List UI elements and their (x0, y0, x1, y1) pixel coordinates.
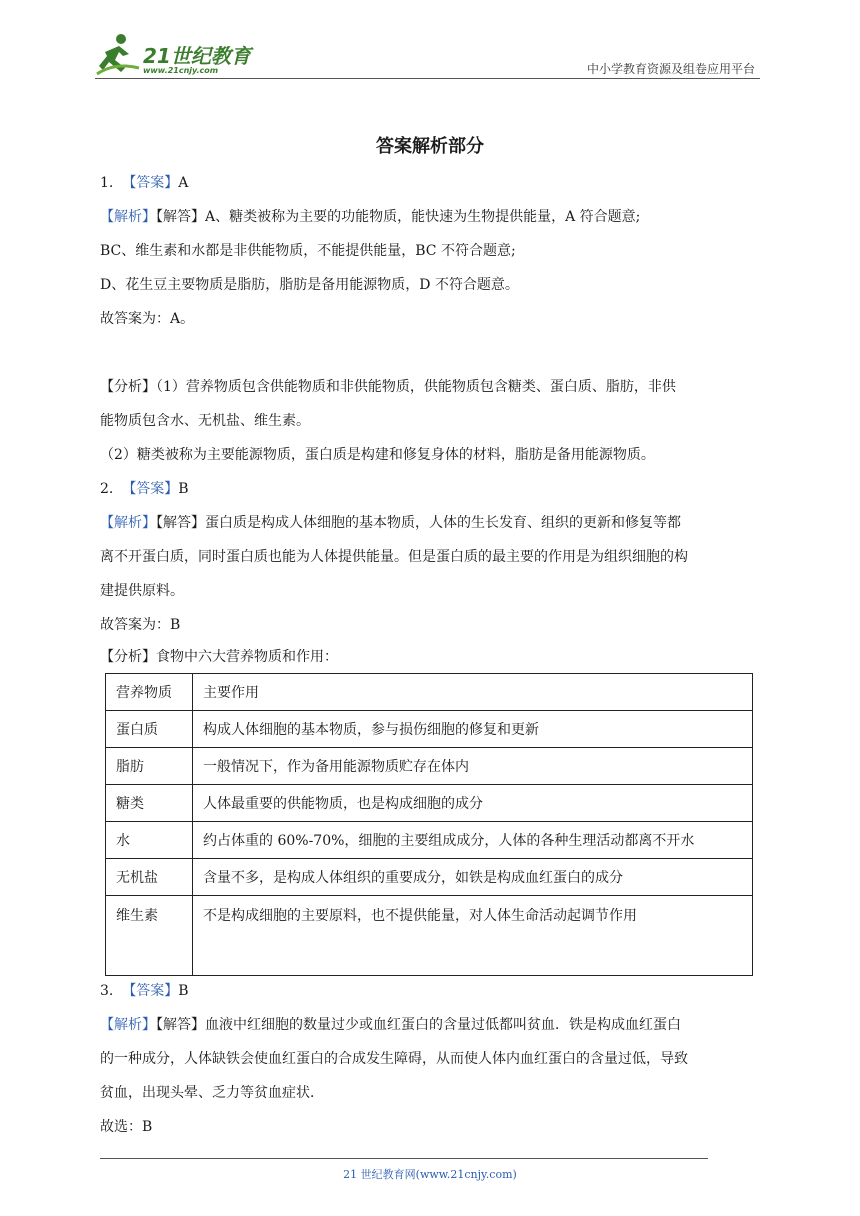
q1-number: 1. (100, 175, 114, 191)
q3-answer-line (100, 981, 189, 1001)
q3-line-1: 血液中红细胞的数量过少或血红蛋白的含量过低都叫贫血．铁是构成血红蛋白 (205, 1017, 681, 1033)
q2-line-2: 离不开蛋白质，同时蛋白质也能为人体提供能量。但是蛋白质的最主要的作用是为组织细胞的构 (100, 549, 688, 565)
logo-text: 21世纪教育 (143, 44, 251, 68)
q3-line-2: 的一种成分，人体缺铁会使血红蛋白的合成发生障碍，从而使人体内血红蛋白的含量过低，导致 (100, 1051, 688, 1067)
q1-line-3: D、花生豆主要物质是脂肪，脂肪是备用能源物质，D 不符合题意。 (100, 277, 519, 293)
q3-line-4: 故选：B (100, 1119, 153, 1135)
q3-answer-tag: 【答案】 (122, 983, 179, 999)
q1-answer: A (178, 175, 189, 191)
table-row (106, 896, 753, 976)
platform-name: 中小学教育资源及组卷应用平台 (586, 62, 755, 76)
q1-analysis-tag: 【解析】 (100, 209, 156, 225)
q2-fenxi-line (100, 647, 338, 667)
site-logo (95, 32, 265, 76)
table-row (106, 748, 753, 785)
q1-solve-tag: 【解答】 (156, 209, 205, 225)
q3-analysis-tag: 【解析】 (100, 1017, 156, 1033)
q2-answer-line (100, 479, 189, 499)
header-divider (95, 78, 760, 79)
q2-solve-tag: 【解答】 (156, 515, 205, 531)
table-cell: 维生素 (106, 896, 193, 976)
runner-logo-icon (95, 32, 141, 76)
q1-answer-tag: 【答案】 (122, 175, 179, 191)
q1-line-1: A、糖类被称为主要的功能物质，能快速为生物提供能量，A 符合题意; (205, 209, 641, 225)
q1-fenxi-line-3: （2）糖类被称为主要能源物质，蛋白质是构建和修复身体的材料，脂肪是备用能源物质。 (100, 447, 655, 463)
q3-line-3: 贫血，出现头晕、乏力等贫血症状． (100, 1085, 324, 1101)
table-cell: 约占体重的 60%-70%，细胞的主要组成成分，人体的各种生理活动都离不开水 (193, 822, 753, 859)
page-header (95, 28, 760, 80)
table-cell: 糖类 (106, 785, 193, 822)
table-row (106, 785, 753, 822)
table-header-cell: 营养物质 (106, 674, 193, 711)
q2-fenxi-tag: 【分析】 (100, 649, 156, 665)
footer-divider (100, 1158, 708, 1159)
logo-url: www.21cnjy.com (143, 66, 219, 75)
q3-number: 3. (100, 983, 114, 999)
page-title: 答案解析部分 (376, 136, 484, 157)
q2-line-4: 故答案为：B (100, 617, 181, 633)
nutrient-table (105, 673, 753, 976)
q2-analysis-line (100, 513, 681, 533)
table-cell: 构成人体细胞的基本物质，参与损伤细胞的修复和更新 (193, 711, 753, 748)
q2-line-1: 蛋白质是构成人体细胞的基本物质，人体的生长发育、组织的更新和修复等都 (205, 515, 681, 531)
table-cell: 脂肪 (106, 748, 193, 785)
page-footer: 21 世纪教育网(www.21cnjy.com) (343, 1168, 517, 1181)
q2-line-3: 建提供原料。 (100, 583, 184, 599)
table-cell: 一般情况下，作为备用能源物质贮存在体内 (193, 748, 753, 785)
q2-number: 2. (100, 481, 114, 497)
q2-answer-tag: 【答案】 (122, 481, 179, 497)
q1-fenxi-line-1 (100, 377, 676, 397)
table-row (106, 859, 753, 896)
q1-line-2: BC、维生素和水都是非供能物质，不能提供能量，BC 不符合题意; (100, 243, 516, 259)
q1-line-4: 故答案为：A。 (100, 311, 195, 327)
q3-answer: B (178, 983, 189, 999)
table-header-cell: 主要作用 (193, 674, 753, 711)
table-cell: 人体最重要的供能物质，也是构成细胞的成分 (193, 785, 753, 822)
q2-fenxi-text: 食物中六大营养物质和作用： (156, 649, 338, 665)
q1-answer-line (100, 173, 188, 193)
table-cell: 含量不多，是构成人体组织的重要成分，如铁是构成血红蛋白的成分 (193, 859, 753, 896)
q2-answer: B (178, 481, 189, 497)
table-row (106, 711, 753, 748)
q1-fenxi-tag: 【分析】 (100, 379, 156, 395)
q1-analysis-line (100, 207, 640, 227)
table-cell: 蛋白质 (106, 711, 193, 748)
table-row (106, 822, 753, 859)
table-header-row (106, 674, 753, 711)
q3-solve-tag: 【解答】 (156, 1017, 205, 1033)
q1-fenxi-text-1: （1）营养物质包含供能物质和非供能物质，供能物质包含糖类、蛋白质、脂肪，非供 (156, 379, 676, 395)
table-cell: 无机盐 (106, 859, 193, 896)
q2-analysis-tag: 【解析】 (100, 515, 156, 531)
table-cell: 水 (106, 822, 193, 859)
q3-analysis-line (100, 1015, 681, 1035)
q1-fenxi-line-2: 能物质包含水、无机盐、维生素。 (100, 413, 310, 429)
table-cell: 不是构成细胞的主要原料，也不提供能量，对人体生命活动起调节作用 (193, 896, 753, 976)
